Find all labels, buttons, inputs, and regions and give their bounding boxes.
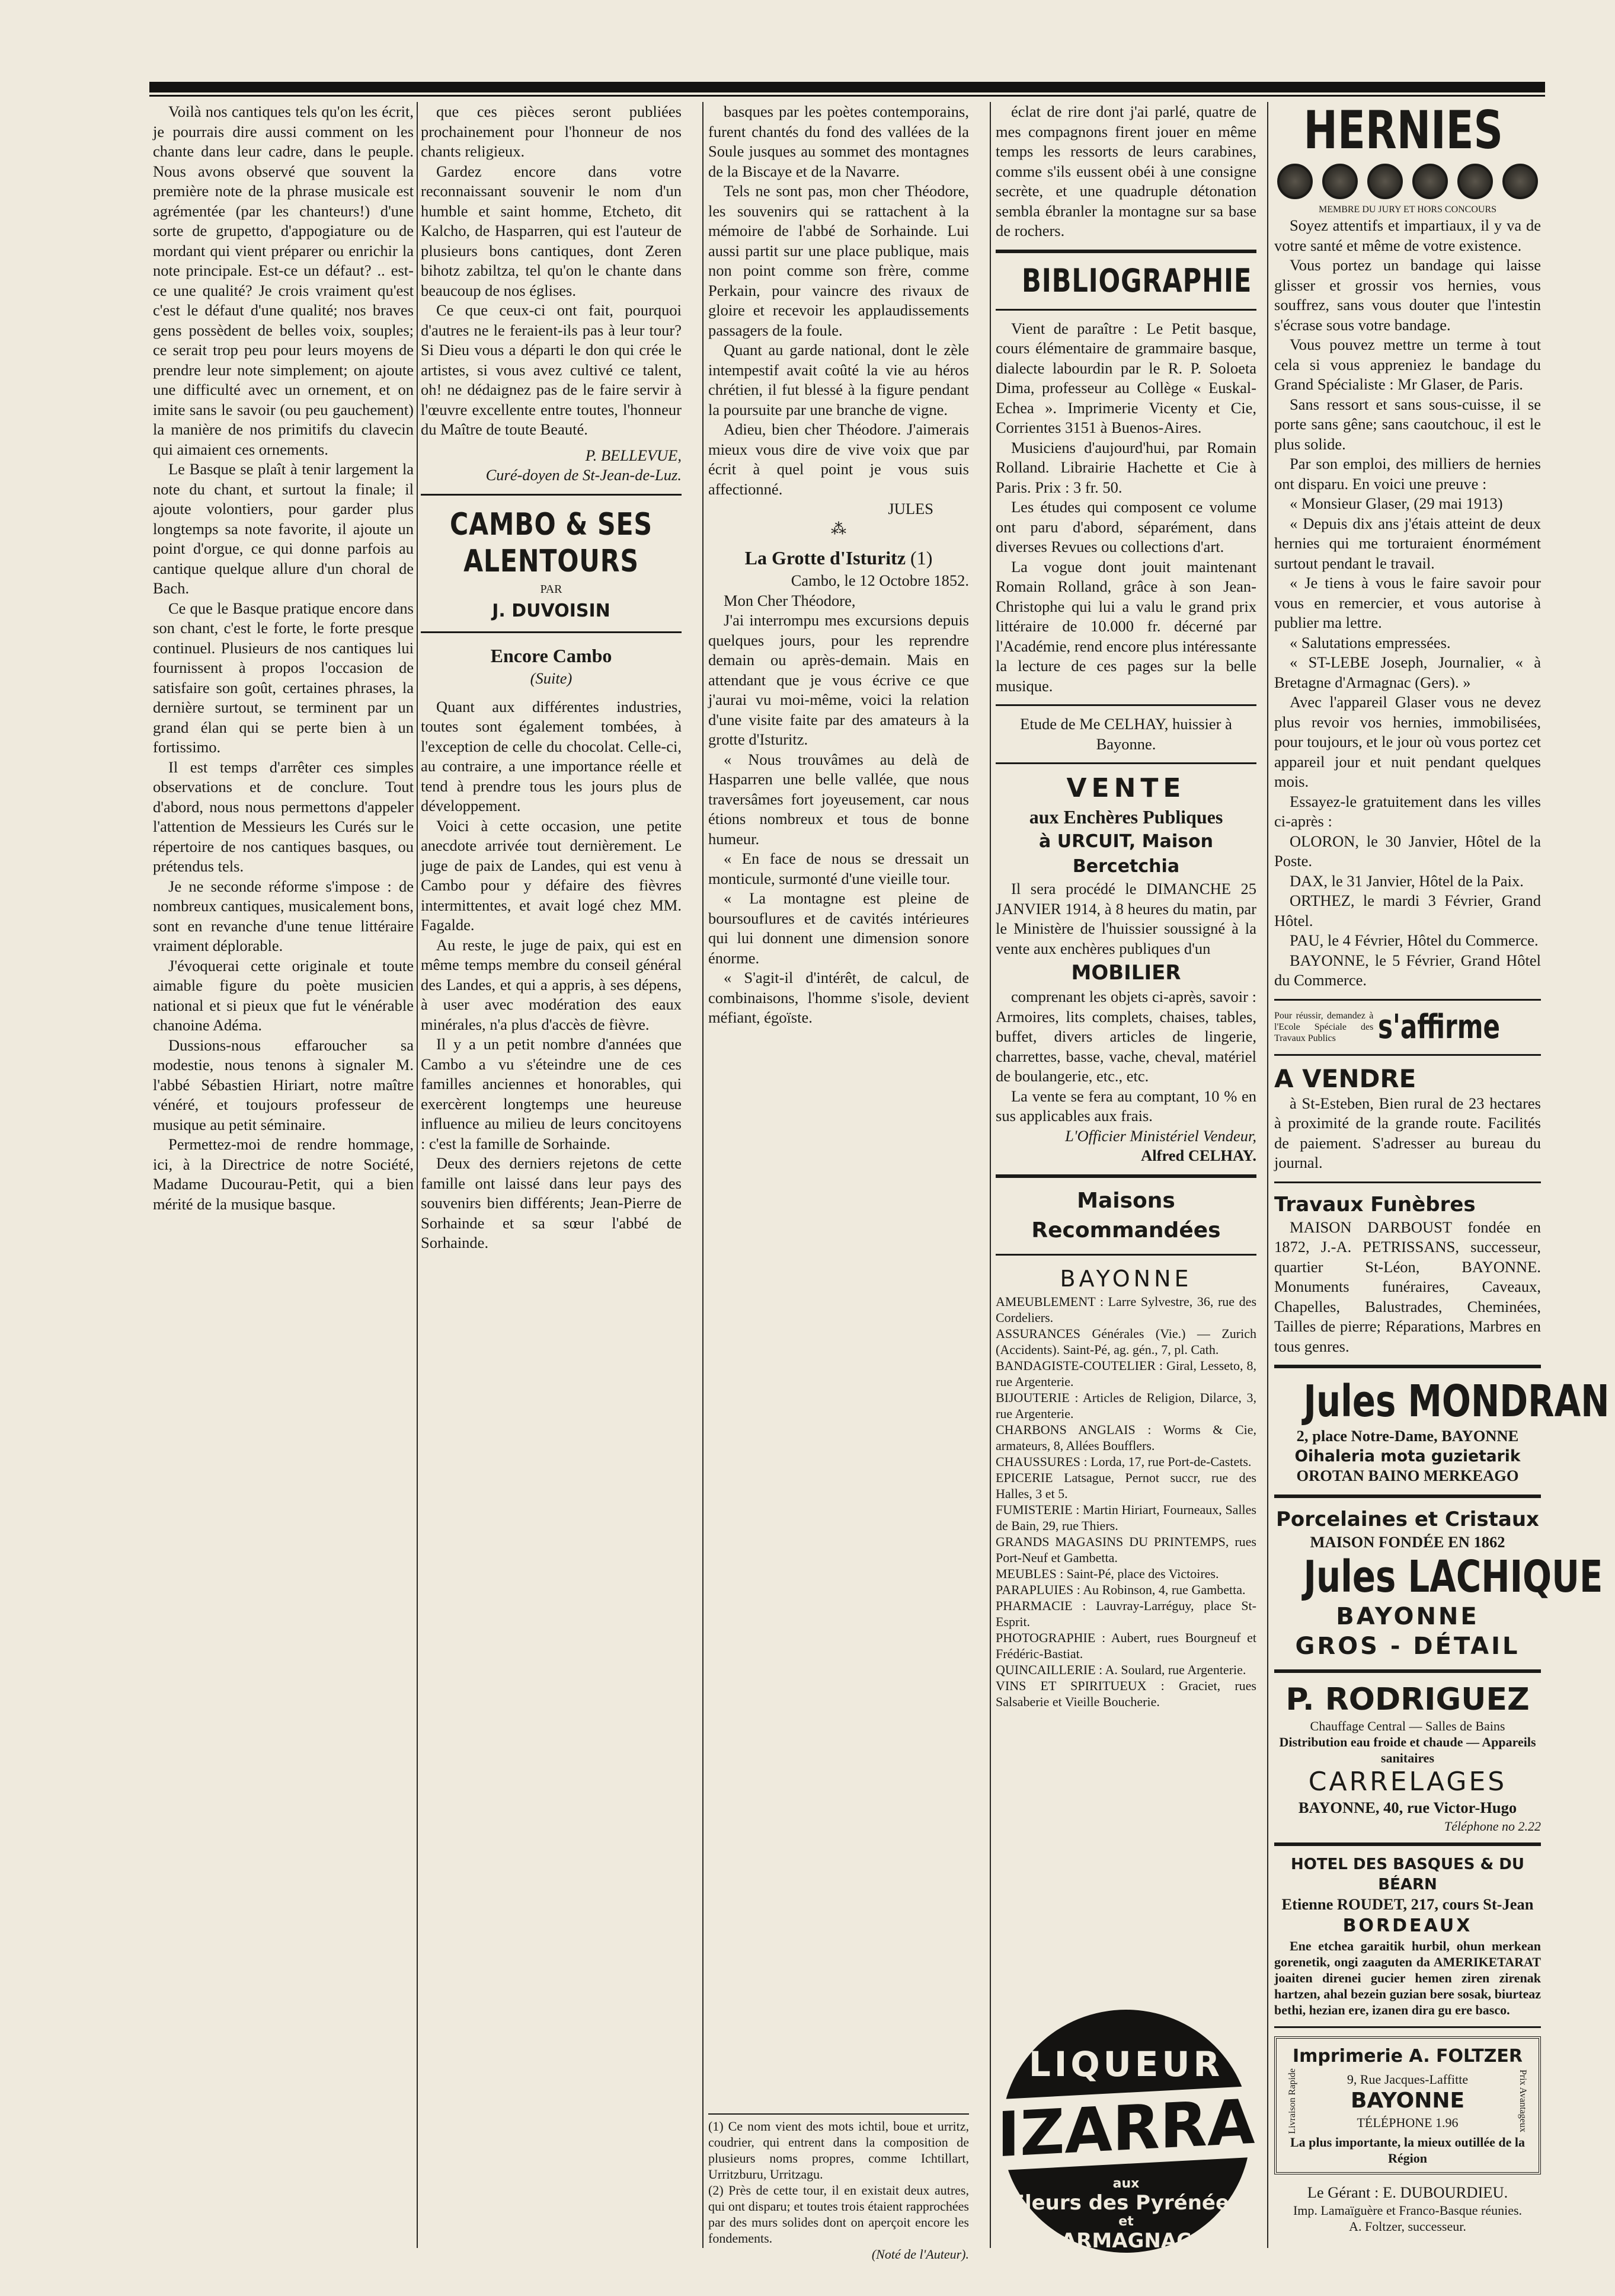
paragraph: J'évoquerai cette originale et toute aimable figure du poète musicien national et si pieux que fut le vénérable chanoine Adéma.	[153, 956, 414, 1034]
imprint-line2: A. Foltzer, successeur.	[1349, 2219, 1466, 2234]
foltzer-ad	[1274, 2036, 1541, 2174]
signature-name: P. BELLEVUE,	[585, 446, 682, 464]
listing: BANDAGISTE-COUTELIER : Giral, Lesseto, 8, rue Argenterie.	[996, 1358, 1256, 1389]
medal-icon	[1277, 164, 1313, 199]
vente-subtitle: aux Enchères Publiques	[1029, 806, 1223, 828]
article-title-text: La Grotte d'Isturitz	[744, 547, 906, 569]
medal-icon	[1412, 164, 1448, 199]
town: OLORON, le 30 Janvier, Hôtel de la Poste.	[1274, 832, 1541, 870]
medal-icon	[1502, 164, 1538, 199]
listing: PHARMACIE : Lauvray-Larréguy, place St-Esprit.	[996, 1598, 1256, 1629]
listing: GRANDS MAGASINS DU PRINTEMPS, rues Port-Neuf et Gambetta.	[996, 1534, 1256, 1565]
officier-name: Alfred CELHAY.	[1141, 1147, 1256, 1164]
rodriguez-sub: Chauffage Central — Salles de Bains	[1310, 1719, 1505, 1733]
paragraph: Voilà nos cantiques tels qu'on les écrit, je pourrais dire aussi comment on les chante dans leur cadre, dans le peuple. Nous avons observé que souvent la première note de la phrase musicale est agrémentée (par les chanteurs!) d'une sorte de grupetto, d'appogiature ou de mordant qui vient préparer ou enrichir la note principale. Est-ce un défaut? .. est-ce une qualité? Je crois vraiment qu'est c'est le défaut d'une qualité; nos braves gens possèdent de belles voix, souples; ce serait trop peu pour leurs moyens de prendre leur note simplement; on ajoute une difficulté avec un ornement, et on imite sans le savoir (ou peu gauchement) la manière de nos primitifs du clavecin qui aimaient ces ornements.	[153, 103, 414, 458]
listing: QUINCAILLERIE : A. Soulard, rue Argenterie.	[996, 1662, 1246, 1677]
ad-line2: ARMAGNAC	[1060, 2229, 1192, 2253]
byline-par: PAR	[540, 582, 562, 596]
city-heading: BAYONNE	[1060, 1265, 1192, 1292]
footnote: (1) Ce nom vient des mots ichtil, boue et urritz, coudrier, qui entrent dans la composition de plusieurs noms propres, comme Ichtillart, Urritzburu, Urritzagu.	[708, 2119, 969, 2182]
medal-icon	[1322, 164, 1358, 199]
paragraph: Dussions-nous effaroucher sa modestie, nous tenons à signaler M. l'abbé Sébastien Hiriart, notre maître vénéré, et toujours professeur de musique au petit séminaire.	[153, 1036, 414, 1133]
rodriguez-sub2: Distribution eau froide et chaude — Appareils sanitaires	[1279, 1735, 1536, 1765]
paragraph: Quant aux différentes industries, toutes sont également tombées, à l'exception de celle du chocolat. Celle-ci, au contraire, a une importance réelle et tend à prendre tous les jours plus de développement.	[421, 697, 682, 815]
paragraph: La vogue dont jouit maintenant Romain Rolland, grâce à son Jean-Christophe qui lui a valu le grand prix littéraire de 10.000 fr. décerné par l'Académie, rend encore plus intéressante la lecture de ces pages sur la belle musique.	[996, 557, 1256, 695]
listing: PARAPLUIES : Au Robinson, 4, rue Gambetta.	[996, 1582, 1246, 1597]
paragraph: Adieu, bien cher Théodore. J'aimerais mieux vous dire de vive voix que par écrit à quel point je vous suis affectionné.	[708, 420, 969, 498]
paragraph: à St-Esteben, Bien rural de 23 hectares à proximité de la grande route. Facilités de paiement. S'adresser au bureau du journal.	[1274, 1094, 1541, 1171]
column-divider	[1267, 102, 1268, 2248]
paragraph: Musiciens d'aujourd'hui, par Romain Rolland. Librairie Hachette et Cie à Paris. Prix : 3 fr. 50.	[996, 438, 1256, 496]
divider	[1274, 1495, 1541, 1498]
paragraph: Deux des derniers rejetons de cette famille ont laissé dans leur pays des souvenirs bien différents; Jean-Pierre de Sorhainde et sa sœur l'abbé de Sorhainde.	[421, 1154, 682, 1251]
ad-subline	[1002, 2177, 1251, 2253]
paragraph: Voici à cette occasion, une petite anecdote arrivée tout dernièrement. Le juge de paix de Landes, qui est venu à Cambo pour y défaire des fièvres intermittentes, et avait logé chez MM. Fagalde.	[421, 816, 682, 934]
paragraph: Ce que le Basque pratique encore dans son chant, c'est le forte, le forte presque continuel. Plusieurs de nos cantiques lui fournissent à propos l'occasion de satisfaire son goût, certaines phrases, la dernière surtout, se terminent par un grand élan qui se perte bien à un fortissimo.	[153, 599, 414, 756]
ornament-asterism: ⁂	[831, 520, 846, 538]
article-subtitle-note: (Suite)	[530, 669, 573, 687]
ad-liqueur: LIQUEUR	[1028, 2044, 1224, 2084]
paragraph: Tels ne sont pas, mon cher Théodore, les souvenirs qui se rattachent à la mémoire de l'abbé de Sorhainde. Lui aussi partit sur une place publique, mais non point comme son frère, comme Perkain, pour vaincre des rivaux de gloire et recevoir les applaudissements passagers de la foule.	[708, 182, 969, 339]
paragraph: Vous portez un bandage qui laisse glisser et grossir vos hernies, vous souffrez, sans vous douter que l'intestin s'écrase sous votre bandage.	[1274, 256, 1541, 334]
byline-author: J. DUVOISIN	[492, 601, 610, 621]
listing: AMEUBLEMENT : Larre Sylvestre, 36, rue des Cordeliers.	[996, 1294, 1256, 1325]
divider	[1274, 999, 1541, 1001]
ad-line1: Fleurs des Pyrénées	[1010, 2191, 1242, 2215]
divider	[421, 631, 682, 633]
divider	[996, 1254, 1256, 1256]
footnotes	[708, 2113, 969, 2262]
paragraph: Ene etchea garaitik hurbil, ohun merkean gorenetik, ongi zaaguten da AMERIKETARAT joaiten direnei gucier hemen ziren zirenak hartzen, ahal bezein guzian bere sosak, biurteaz bethi, hezian ere, izanen dira gu ere basco.	[1274, 1939, 1541, 2017]
listing: PHOTOGRAPHIE : Aubert, rues Bourgneuf et Frédéric-Bastiat.	[996, 1630, 1256, 1661]
footnote-signature: (Noté de l'Auteur).	[871, 2247, 969, 2262]
paragraph: « Depuis dix ans j'étais atteint de deux hernies qui me torturaient énormément surtout pendant le travail.	[1274, 514, 1541, 572]
divider	[996, 1174, 1256, 1178]
divider	[1274, 1842, 1541, 1846]
listing: CHARBONS ANGLAIS : Worms & Cie, armateurs, 8, Allées Boufflers.	[996, 1422, 1256, 1453]
paragraph: que ces pièces seront publiées prochainement pour l'honneur de nos chants religieux.	[421, 103, 682, 160]
divider	[1274, 1365, 1541, 1368]
paragraph: Permettez-moi de rendre hommage, ici, à la Directrice de notre Société, Madame Ducourau-Petit, qui a bien mérité de la musique basque.	[153, 1135, 414, 1213]
paragraph: « Salutations empressées.	[1290, 633, 1451, 652]
foltzer-tagline: La plus importante, la mieux outillée de la Région	[1290, 2134, 1525, 2166]
foltzer-title: Imprimerie A. FOLTZER	[1292, 2046, 1523, 2067]
paragraph: Le Basque se plaît à tenir largement la note du chant, et surtout la finale; il ajoute volontiers, pour garder plus longtemps sa note favorite, il ajoute un point d'orgue, ce qui donne parfois au cantique quelque allure d'un choral de Bach.	[153, 460, 414, 597]
bordeaux: BORDEAUX	[1342, 1915, 1473, 1936]
affirme-ad	[1274, 1009, 1541, 1046]
listing: BIJOUTERIE : Articles de Religion, Dilarce, 3, rue Argenterie.	[996, 1390, 1256, 1421]
hotel-sub: Etienne ROUDET, 217, cours St-Jean	[1281, 1895, 1534, 1913]
listing: CHAUSSURES : Lorda, 17, rue Port-de-Castets.	[996, 1454, 1252, 1469]
column-divider	[702, 102, 703, 2248]
listing: ASSURANCES Générales (Vie.) — Zurich (Accidents). Saint-Pé, ag. gén., 7, pl. Cath.	[996, 1326, 1256, 1357]
foltzer-city: BAYONNE	[1350, 2089, 1465, 2113]
mobilier-heading: MOBILIER	[1071, 961, 1181, 985]
listing: EPICERIE Latsague, Pernot succr, rue des Halles, 3 et 5.	[996, 1470, 1256, 1501]
divider	[996, 704, 1256, 706]
bibliographie-title: BIBLIOGRAPHIE	[1022, 261, 1252, 299]
etude-line: Etude de Me CELHAY, huissier à Bayonne.	[1020, 715, 1232, 753]
officier-label: L'Officier Ministériel Vendeur,	[1065, 1126, 1256, 1145]
foltzer-address: 9, Rue Jacques-Laffitte	[1347, 2072, 1469, 2087]
paragraph: Quant au garde national, dont le zèle intempestif avait coûté la vie au héros chrétien, il fut blessé à la figure pendant la poursuite par une branche de vigne.	[708, 341, 969, 419]
izarra-liqueur-ad	[997, 2010, 1255, 2253]
paragraph: « ST-LEBE Joseph, Journalier, « à Bretagne d'Armagnac (Gers). »	[1274, 653, 1541, 691]
foltzer-tel: TÉLÉPHONE 1.96	[1357, 2115, 1459, 2131]
salutation: Mon Cher Théodore,	[724, 591, 856, 609]
paragraph: Les études qui composent ce volume ont paru d'abord, séparément, dans diverses Revues ou collections d'art.	[996, 498, 1256, 555]
medals	[1274, 164, 1541, 199]
telephone: Téléphone no 2.22	[1444, 1818, 1541, 1834]
paragraph: « Je tiens à vous le faire savoir pour vous en remercier, et vous autorise à publier ma lettre.	[1274, 574, 1541, 631]
imprint-line: Imp. Lamaïguère et Franco-Basque réunies.	[1293, 2203, 1523, 2218]
paragraph: Soyez attentifs et impartiaux, il y va de votre santé et même de votre existence.	[1274, 216, 1541, 254]
column-2-article	[421, 102, 682, 2236]
paragraph: Sans ressort et sans sous-cuisse, il se porte sans gêne; sans caoutchouc, il est le plus solide.	[1274, 395, 1541, 453]
paragraph: Il sera procédé le DIMANCHE 25 JANVIER 1914, à 8 heures du matin, par le Ministère de l'huissier soussigné à la vente aux enchères publiques d'un	[996, 880, 1256, 957]
porcelaines-founded: MAISON FONDÉE EN 1862	[1310, 1532, 1505, 1551]
paragraph: Ce que ceux-ci ont fait, pourquoi d'autres ne le feraient-ils pas à leur tour? Si Dieu vous a départi le don qui crée le artistes, si vous avez cultivé ce talent, oh! ne dédaignez pas de le faire servir à l'œuvre excellente entre toutes, l'honneur du Maître de toute Beauté.	[421, 301, 682, 438]
hotel-title: HOTEL DES BASQUES & DU BÉARN	[1291, 1855, 1524, 1893]
divider	[1274, 1669, 1541, 1673]
mondran-line1: Oihaleria mota guzietarik	[1294, 1446, 1521, 1465]
paragraph: Je ne seconde réforme s'impose : de nombreux cantiques, musicalement bons, sont en revanche d'une tenue littéraire vraiment déplorable.	[153, 877, 414, 954]
divider	[996, 250, 1256, 253]
rodriguez-title: P. RODRIGUEZ	[1285, 1682, 1530, 1717]
divider	[1274, 1181, 1541, 1183]
section-title: CAMBO & SES ALENTOURS	[450, 506, 653, 579]
lachique-city: BAYONNE	[1336, 1603, 1479, 1630]
column-1-article	[153, 102, 414, 2236]
paragraph: « En face de nous se dressait un monticule, surmonté d'une vieille tour.	[708, 850, 969, 887]
paragraph: Gardez encore dans votre reconnaissant souvenir le nom d'un humble et saint homme, Etcheto, dit Kalcho, de Hasparren, qui est l'auteur de plusieurs bons cantiques, dont Zeren bihotz zabiltza, tel qu'on le chante dans beaucoup de nos églises.	[421, 162, 682, 299]
medal-icon	[1457, 164, 1493, 199]
town: ORTHEZ, le mardi 3 Février, Grand Hôtel.	[1274, 892, 1541, 930]
lachique-title: Jules LACHIQUE	[1303, 1551, 1603, 1602]
paragraph: MAISON DARBOUST fondée en 1872, J.-A. PETRISSANS, successeur, quartier St-Léon, BAYONNE. Monuments funéraires, Caveaux, Chapelles, Balustrades, Cheminées, Tailles de pierre; Réparations, Marbres en tous genres.	[1274, 1218, 1541, 1355]
town: BAYONNE, le 5 Février, Grand Hôtel du Commerce.	[1274, 951, 1541, 989]
vendre-title: A VENDRE	[1274, 1064, 1416, 1093]
divider	[1274, 2026, 1541, 2028]
porcelaines-title: Porcelaines et Cristaux	[1276, 1507, 1539, 1531]
paragraph: Essayez-le gratuitement dans les villes ci-après :	[1274, 792, 1541, 830]
lachique-gros-detail: GROS - DÉTAIL	[1295, 1633, 1520, 1660]
paragraph: La vente se fera au comptant, 10 % en sus applicables aux frais.	[996, 1087, 1256, 1125]
town: DAX, le 31 Janvier, Hôtel de la Paix.	[1290, 871, 1524, 890]
mondran-address: 2, place Notre-Dame, BAYONNE	[1296, 1427, 1519, 1445]
top-rule	[149, 82, 1545, 92]
paragraph: J'ai interrompu mes excursions depuis quelques jours, pour les reprendre demain ou après-demain. Mais en attendant que je vous écrive ce que j'aurai vu moi-même, voici la relation d'une visite faite par des amateurs à la grotte d'Isturitz.	[708, 611, 969, 748]
column-4	[996, 102, 1256, 1999]
affirme-title: s'affirme	[1378, 1007, 1501, 1046]
mondran-line2: OROTAN BAINO MERKEAGO	[1296, 1467, 1519, 1484]
ad-brand: IZARRA	[996, 2086, 1256, 2170]
paragraph: « Nous trouvâmes au delà de Hasparren une belle vallée, que nous traversâmes fort joyeusement, car nous étions nombreux et tous de bonne humeur.	[708, 750, 969, 848]
article-subtitle: Encore Cambo	[490, 645, 612, 666]
funebres-title: Travaux Funèbres	[1274, 1192, 1476, 1216]
listing: MEUBLES : Saint-Pé, place des Victoires.	[996, 1566, 1219, 1581]
column-divider	[417, 102, 418, 2248]
column-5-ads	[1274, 100, 1610, 2236]
paragraph: Il est temps d'arrêter ces simples observations et de conclure. Tout d'abord, nous nous permettons d'appeler l'attention de Messieurs les Curés sur le répertoire de nos cantiques basques, ou prétendus tels.	[153, 758, 414, 875]
ad-aux: aux	[1112, 2176, 1140, 2191]
listing: VINS ET SPIRITUEUX : Graciet, rues Salsaberie et Vieille Boucherie.	[996, 1678, 1256, 1709]
paragraph: comprenant les objets ci-après, savoir : Armoires, lits complets, chaises, tables, buffet, divers articles de lingerie, charrettes, basse, vache, cheval, matériel de boulangerie, etc., etc.	[996, 988, 1256, 1085]
hernies-title: HERNIES	[1303, 100, 1503, 161]
paragraph: Au reste, le juge de paix, qui est en même temps membre du conseil général des Landes, et qui a appris, à ses dépens, à user avec modération des eaux minérales, n'a plus d'accès de fièvre.	[421, 935, 682, 1033]
dateline: Cambo, le 12 Octobre 1852.	[791, 571, 969, 589]
divider	[996, 309, 1256, 311]
divider	[421, 494, 682, 496]
town: PAU, le 4 Février, Hôtel du Commerce.	[1290, 931, 1539, 949]
article-title	[708, 545, 969, 571]
carrelages-title: CARRELAGES	[1308, 1767, 1507, 1797]
signature-title: Curé-doyen de St-Jean-de-Luz.	[485, 466, 682, 484]
jury-line: MEMBRE DU JURY ET HORS CONCOURS	[1318, 205, 1497, 215]
affirme-small: Pour réussir, demandez à l'Ecole Spéciale des Travaux Publics	[1274, 1011, 1374, 1043]
maisons-title: Maisons Recommandées	[1031, 1188, 1221, 1243]
paragraph: « S'agit-il d'intérêt, de calcul, de combinaisons, l'homme s'isole, devient méfiant, égoïste.	[708, 969, 969, 1026]
divider	[996, 762, 1256, 764]
vente-title: VENTE	[1066, 773, 1186, 803]
paragraph: Il y a un petit nombre d'années que Cambo a vu s'éteindre une de ces familles anciennes et honorables, qui exercèrent longtemps une heureuse influence au milieu de leurs concitoyens : c'est la famille de Sorhainde.	[421, 1035, 682, 1152]
carrelages-address: BAYONNE, 40, rue Victor-Hugo	[1298, 1799, 1517, 1816]
divider	[1274, 1054, 1541, 1056]
paragraph: Avec l'appareil Glaser vous ne devez plus revoir vos hernies, immobilisées, pour toujours, et le jour où vous portez cet appareil jour et nuit pendant quelques mois.	[1274, 693, 1541, 790]
column-divider	[990, 102, 991, 2248]
letter-signature: JULES	[888, 500, 933, 518]
medal-icon	[1367, 164, 1403, 199]
mondran-title: Jules MONDRAN	[1303, 1376, 1610, 1427]
article-title-note: (1)	[910, 547, 933, 569]
paragraph: « La montagne est pleine de boursouflures et de cavités intérieures qui lui donnent une dimension sonore énorme.	[708, 889, 969, 967]
foltzer-side-right: Prix Avantageux	[1518, 2070, 1528, 2133]
vente-location: à URCUIT, Maison Bercetchia	[1039, 831, 1213, 877]
paragraph: Vous pouvez mettre un terme à tout cela si vous appreniez le bandage du Grand Spécialiste : Mr Glaser, de Paris.	[1274, 336, 1541, 393]
ad-et: et	[1118, 2214, 1134, 2229]
column-3-article	[708, 102, 969, 2236]
gerant-line: Le Gérant : E. DUBOURDIEU.	[1307, 2183, 1508, 2201]
top-rule-thin	[149, 95, 1545, 97]
paragraph: Par son emploi, des milliers de hernies ont disparu. En voici une preuve :	[1274, 455, 1541, 493]
paragraph: Vient de paraître : Le Petit basque, cours élémentaire de grammaire basque, dialecte labourdin par le R. P. Soloeta Dima, professeur au Collège « Euskal-Echea ». Imprimerie Vicenty et Cie, Corrientes 3151 à Buenos-Aires.	[996, 319, 1256, 436]
paragraph: éclat de rire dont j'ai parlé, quatre de mes compagnons firent jouer en même temps les ressorts de leurs carabines, comme s'ils eussent obéi à une consigne secrète, et une quadruple détonation sembla ébranler la montagne sur sa base de rochers.	[996, 103, 1256, 240]
paragraph: « Monsieur Glaser, (29 mai 1913)	[1290, 494, 1503, 512]
foltzer-side-left: Livraison Rapide	[1287, 2068, 1297, 2134]
listing: FUMISTERIE : Martin Hiriart, Fourneaux, Salles de Bain, 29, rue Thiers.	[996, 1502, 1256, 1533]
paragraph: basques par les poètes contemporains, furent chantés du fond des vallées de la Soule jusques au sommet des montagnes de la Biscaye et de la Navarre.	[708, 103, 969, 180]
footnote: (2) Près de cette tour, il en existait deux autres, qui ont disparu; et toutes trois étaient rapprochées par des murs solides dont on aperçoit encore les fondements.	[708, 2183, 969, 2246]
